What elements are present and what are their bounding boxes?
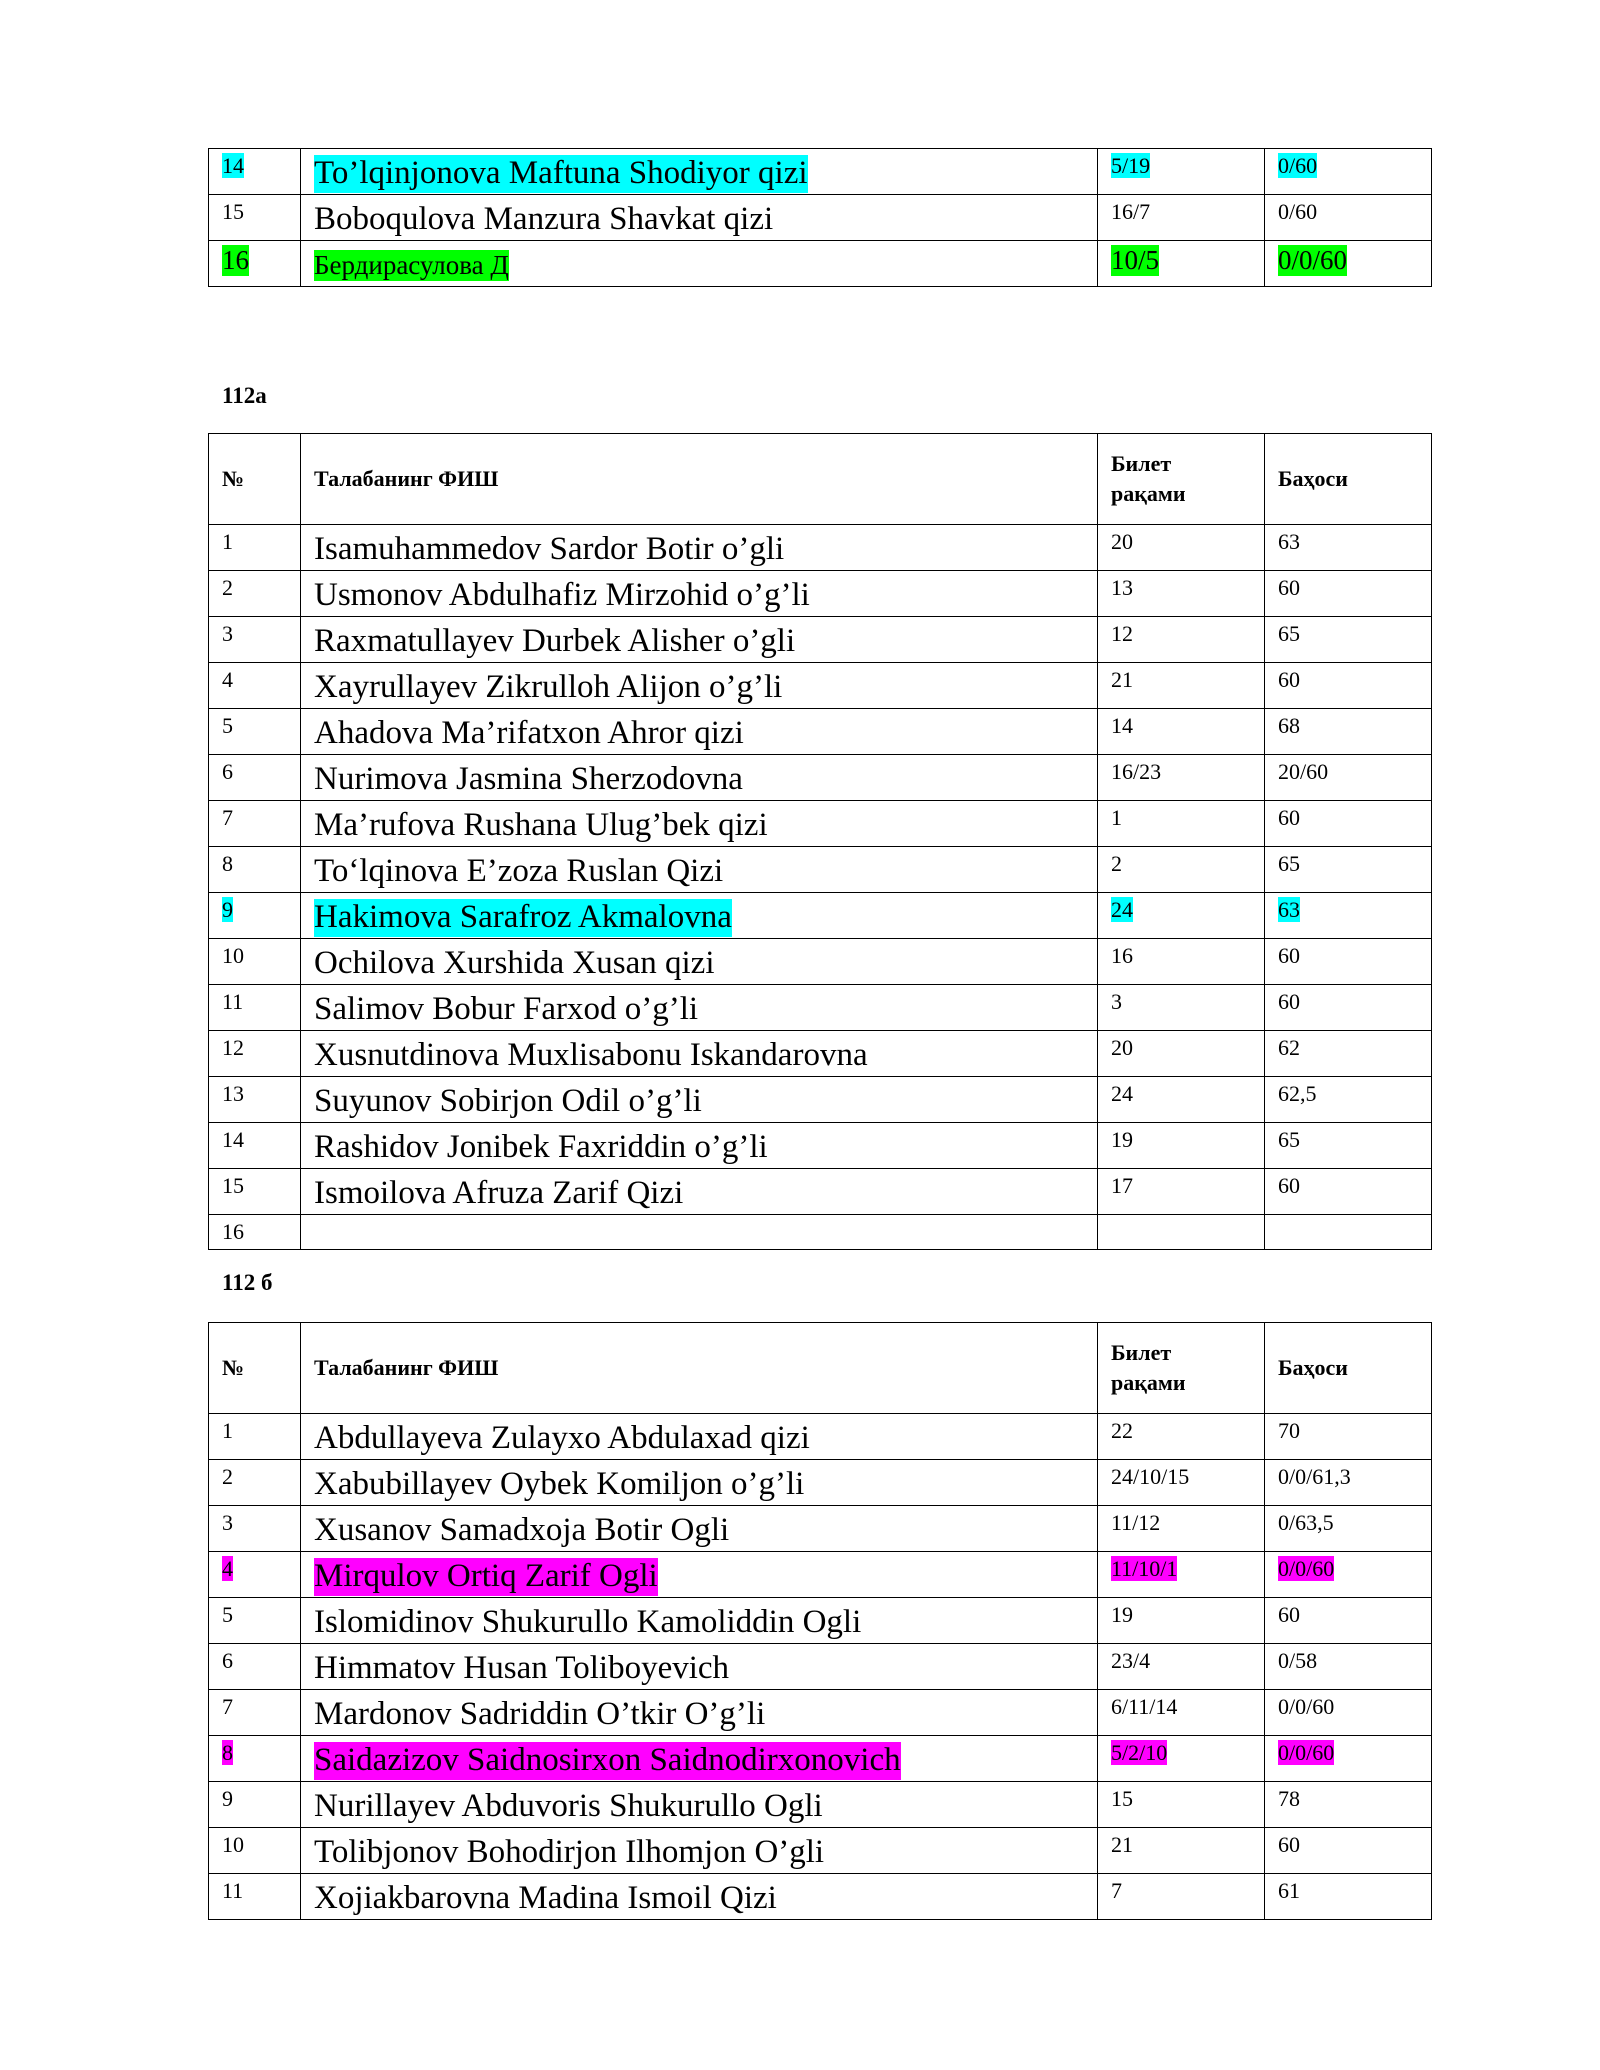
ticket-number: 21 [1111, 667, 1133, 692]
row-number-cell [209, 847, 301, 893]
row-number: 10 [222, 943, 244, 968]
student-name: Xabubillayev Oybek Komiljon o’g’li [314, 1466, 805, 1502]
grade: 60 [1278, 989, 1300, 1014]
ticket-number: 5/19 [1111, 153, 1151, 178]
ticket-number: 23/4 [1111, 1648, 1151, 1673]
row-number: 4 [222, 1556, 233, 1581]
header-grade: Баҳоси [1265, 1323, 1432, 1414]
grade-cell [1265, 755, 1432, 801]
row-number: 7 [222, 805, 233, 830]
table-row [209, 1782, 1432, 1828]
row-number: 7 [222, 1694, 233, 1719]
student-name: Abdullayeva Zulayxo Abdulaxad qizi [314, 1420, 810, 1456]
student-name: Xojiakbarovna Madina Ismoil Qizi [314, 1880, 777, 1916]
table-row [209, 1506, 1432, 1552]
table-row [209, 847, 1432, 893]
grade: 0/0/60 [1278, 1740, 1335, 1765]
row-number: 13 [222, 1081, 244, 1106]
ticket-number-cell [1098, 1169, 1265, 1215]
row-number: 14 [222, 1127, 244, 1152]
row-number-cell [209, 1690, 301, 1736]
student-name-cell [301, 149, 1098, 195]
student-name-cell [301, 525, 1098, 571]
ticket-number: 5/2/10 [1111, 1740, 1168, 1765]
row-number: 2 [222, 1464, 233, 1489]
ticket-number: 7 [1111, 1878, 1122, 1903]
row-number-cell [209, 195, 301, 241]
grade-cell [1265, 1506, 1432, 1552]
row-number: 16 [222, 245, 249, 275]
header-number: № [209, 1323, 301, 1414]
table-row [209, 1123, 1432, 1169]
ticket-number-cell [1098, 571, 1265, 617]
grade: 60 [1278, 943, 1300, 968]
row-number: 5 [222, 713, 233, 738]
row-number: 6 [222, 1648, 233, 1673]
table-header-row [209, 1323, 1432, 1414]
grade-cell [1265, 709, 1432, 755]
ticket-number: 16 [1111, 943, 1133, 968]
row-number: 6 [222, 759, 233, 784]
grade: 60 [1278, 1832, 1300, 1857]
table-row [209, 1077, 1432, 1123]
table-group-112a [208, 433, 1432, 1250]
ticket-number-cell [1098, 617, 1265, 663]
row-number-cell [209, 1215, 301, 1250]
student-name-cell [301, 1552, 1098, 1598]
table-row [209, 1552, 1432, 1598]
student-name: Isamuhammedov Sardor Botir o’gli [314, 531, 785, 567]
row-number: 14 [222, 153, 244, 178]
ticket-number-cell [1098, 1215, 1265, 1250]
student-name: Mardonov Sadriddin O’tkir O’g’li [314, 1696, 766, 1732]
ticket-number-cell [1098, 893, 1265, 939]
ticket-number-cell [1098, 801, 1265, 847]
row-number-cell [209, 1644, 301, 1690]
grade: 60 [1278, 667, 1300, 692]
table-row [209, 1414, 1432, 1460]
student-name-cell [301, 617, 1098, 663]
grade: 20/60 [1278, 759, 1329, 784]
ticket-number-cell [1098, 195, 1265, 241]
ticket-number-cell [1098, 525, 1265, 571]
ticket-number: 11/12 [1111, 1510, 1161, 1535]
table-group-112b [208, 1322, 1432, 1920]
student-name-cell [301, 1690, 1098, 1736]
ticket-number-cell [1098, 847, 1265, 893]
table-row [209, 195, 1432, 241]
grade: 61 [1278, 1878, 1300, 1903]
ticket-number: 16/23 [1111, 759, 1162, 784]
ticket-number-cell [1098, 1644, 1265, 1690]
student-name-cell [301, 1215, 1098, 1250]
ticket-number-cell [1098, 709, 1265, 755]
table-row [209, 149, 1432, 195]
student-name-cell [301, 1598, 1098, 1644]
row-number: 12 [222, 1035, 244, 1060]
row-number-cell [209, 893, 301, 939]
ticket-number: 20 [1111, 1035, 1133, 1060]
ticket-number: 6/11/14 [1111, 1694, 1178, 1719]
ticket-number: 17 [1111, 1173, 1133, 1198]
student-name: Rashidov Jonibek Faxriddin o’g’li [314, 1129, 768, 1165]
ticket-number: 1 [1111, 805, 1122, 830]
row-number-cell [209, 1077, 301, 1123]
student-name-cell [301, 801, 1098, 847]
student-name-cell [301, 985, 1098, 1031]
header-student-name: Талабанинг ФИШ [301, 1323, 1098, 1414]
student-name-cell [301, 1169, 1098, 1215]
row-number: 9 [222, 897, 233, 922]
student-name: Mirqulov Ortiq Zarif Ogli [314, 1558, 658, 1594]
row-number: 1 [222, 1418, 233, 1443]
grade-cell [1265, 801, 1432, 847]
row-number: 8 [222, 1740, 233, 1765]
row-number-cell [209, 1169, 301, 1215]
grade: 0/0/60 [1278, 1556, 1335, 1581]
grade: 0/60 [1278, 153, 1318, 178]
student-name: Islomidinov Shukurullo Kamoliddin Ogli [314, 1604, 862, 1640]
row-number-cell [209, 1414, 301, 1460]
row-number-cell [209, 571, 301, 617]
student-name: Xayrullayev Zikrulloh Alijon o’g’li [314, 669, 783, 705]
grade-cell [1265, 1414, 1432, 1460]
ticket-number: 11/10/1 [1111, 1556, 1178, 1581]
grade: 65 [1278, 851, 1300, 876]
table-row [209, 1690, 1432, 1736]
table-row [209, 939, 1432, 985]
grade: 62 [1278, 1035, 1300, 1060]
row-number: 11 [222, 1878, 244, 1903]
grade-cell [1265, 1644, 1432, 1690]
row-number: 5 [222, 1602, 233, 1627]
table-row [209, 801, 1432, 847]
row-number: 4 [222, 667, 233, 692]
header-ticket-line2: рақами [1111, 1370, 1186, 1395]
grade-cell [1265, 1782, 1432, 1828]
row-number: 8 [222, 851, 233, 876]
table-row [209, 1215, 1432, 1250]
row-number-cell [209, 985, 301, 1031]
row-number-cell [209, 1506, 301, 1552]
ticket-number: 24/10/15 [1111, 1464, 1190, 1489]
grade-cell [1265, 241, 1432, 287]
row-number: 10 [222, 1832, 244, 1857]
grade: 0/63,5 [1278, 1510, 1334, 1535]
header-student-name: Талабанинг ФИШ [301, 434, 1098, 525]
row-number-cell [209, 1828, 301, 1874]
row-number-cell [209, 709, 301, 755]
student-name-cell [301, 1828, 1098, 1874]
grade-cell [1265, 1690, 1432, 1736]
grade-cell [1265, 525, 1432, 571]
ticket-number-cell [1098, 1123, 1265, 1169]
group-title-112b: 112 б [222, 1270, 273, 1295]
student-name-cell [301, 663, 1098, 709]
grade: 60 [1278, 805, 1300, 830]
table-row [209, 617, 1432, 663]
student-name: Suyunov Sobirjon Odil o’g’li [314, 1083, 702, 1119]
grade: 0/0/60 [1278, 1694, 1335, 1719]
header-ticket-number [1098, 434, 1265, 525]
row-number: 9 [222, 1786, 233, 1811]
grade-cell [1265, 1169, 1432, 1215]
grade-cell [1265, 617, 1432, 663]
header-grade: Баҳоси [1265, 434, 1432, 525]
student-name-cell [301, 847, 1098, 893]
student-name: Ochilova Xurshida Xusan qizi [314, 945, 715, 981]
table-row [209, 985, 1432, 1031]
grade-cell [1265, 893, 1432, 939]
student-name-cell [301, 1031, 1098, 1077]
table-row [209, 571, 1432, 617]
row-number: 1 [222, 529, 233, 554]
ticket-number-cell [1098, 985, 1265, 1031]
row-number: 16 [222, 1219, 244, 1244]
table-row [209, 663, 1432, 709]
grade-cell [1265, 985, 1432, 1031]
ticket-number: 15 [1111, 1786, 1133, 1811]
student-name-cell [301, 755, 1098, 801]
ticket-number: 16/7 [1111, 199, 1151, 224]
student-name-cell [301, 241, 1098, 287]
ticket-number-cell [1098, 241, 1265, 287]
row-number: 11 [222, 989, 244, 1014]
grade: 63 [1278, 529, 1300, 554]
student-name: Ahadova Ma’rifatxon Ahror qizi [314, 715, 744, 751]
grade: 70 [1278, 1418, 1300, 1443]
grade-cell [1265, 1736, 1432, 1782]
grade-cell [1265, 663, 1432, 709]
row-number-cell [209, 1874, 301, 1920]
grade: 65 [1278, 621, 1300, 646]
grade: 60 [1278, 1602, 1300, 1627]
ticket-number: 24 [1111, 897, 1133, 922]
student-name: Hakimova Sarafroz Akmalovna [314, 899, 732, 935]
row-number-cell [209, 149, 301, 195]
student-name: Boboqulova Manzura Shavkat qizi [314, 201, 774, 237]
ticket-number: 14 [1111, 713, 1133, 738]
grade-cell [1265, 1123, 1432, 1169]
table-row [209, 709, 1432, 755]
table-row [209, 241, 1432, 287]
header-ticket-line1: Билет [1111, 1340, 1172, 1365]
grade: 78 [1278, 1786, 1300, 1811]
student-name: Ma’rufova Rushana Ulug’bek qizi [314, 807, 768, 843]
grade: 0/0/61,3 [1278, 1464, 1351, 1489]
row-number-cell [209, 1552, 301, 1598]
ticket-number-cell [1098, 1077, 1265, 1123]
table-row [209, 1828, 1432, 1874]
ticket-number: 12 [1111, 621, 1133, 646]
student-name-cell [301, 893, 1098, 939]
student-name-cell [301, 709, 1098, 755]
row-number-cell [209, 525, 301, 571]
student-name: Ismoilova Afruza Zarif Qizi [314, 1175, 684, 1211]
ticket-number-cell [1098, 1031, 1265, 1077]
ticket-number-cell [1098, 1414, 1265, 1460]
student-name: Raxmatullayev Durbek Alisher o’gli [314, 623, 796, 659]
student-name: Tolibjonov Bohodirjon Ilhomjon O’gli [314, 1834, 825, 1870]
row-number-cell [209, 1123, 301, 1169]
grade-cell [1265, 195, 1432, 241]
grade: 62,5 [1278, 1081, 1317, 1106]
table-row [209, 1644, 1432, 1690]
student-name-cell [301, 1782, 1098, 1828]
ticket-number: 10/5 [1111, 245, 1160, 275]
grade-cell [1265, 1874, 1432, 1920]
student-name-cell [301, 1414, 1098, 1460]
ticket-number: 21 [1111, 1832, 1133, 1857]
student-name: To‘lqinova E’zoza Ruslan Qizi [314, 853, 724, 889]
row-number-cell [209, 1782, 301, 1828]
row-number-cell [209, 939, 301, 985]
ticket-number: 19 [1111, 1602, 1133, 1627]
row-number: 15 [222, 199, 244, 224]
student-name: Usmonov Abdulhafiz Mirzohid o’g’li [314, 577, 810, 613]
ticket-number-cell [1098, 1552, 1265, 1598]
table-row [209, 893, 1432, 939]
row-number-cell [209, 755, 301, 801]
ticket-number: 13 [1111, 575, 1133, 600]
grade: 60 [1278, 1173, 1300, 1198]
ticket-number: 19 [1111, 1127, 1133, 1152]
table-row [209, 755, 1432, 801]
row-number-cell [209, 1598, 301, 1644]
row-number-cell [209, 1031, 301, 1077]
ticket-number: 20 [1111, 529, 1133, 554]
ticket-number: 24 [1111, 1081, 1133, 1106]
header-number: № [209, 434, 301, 525]
grade-cell [1265, 847, 1432, 893]
grade-cell [1265, 1077, 1432, 1123]
student-name: Salimov Bobur Farxod o’g’li [314, 991, 699, 1027]
table-top-continuation [208, 148, 1432, 287]
grade: 0/58 [1278, 1648, 1318, 1673]
row-number-cell [209, 1736, 301, 1782]
student-name-cell [301, 1736, 1098, 1782]
student-name: Xusanov Samadxoja Botir Ogli [314, 1512, 730, 1548]
ticket-number-cell [1098, 1598, 1265, 1644]
group-title-112a: 112a [222, 383, 267, 408]
table-row [209, 1598, 1432, 1644]
grade-cell [1265, 1598, 1432, 1644]
ticket-number: 2 [1111, 851, 1122, 876]
student-name-cell [301, 195, 1098, 241]
ticket-number: 3 [1111, 989, 1122, 1014]
student-name: To’lqinjonova Maftuna Shodiyor qizi [314, 155, 808, 191]
student-name-cell [301, 571, 1098, 617]
student-name: Nurimova Jasmina Sherzodovna [314, 761, 743, 797]
grade-cell [1265, 1031, 1432, 1077]
ticket-number-cell [1098, 1782, 1265, 1828]
ticket-number-cell [1098, 755, 1265, 801]
ticket-number-cell [1098, 1506, 1265, 1552]
grade-cell [1265, 1215, 1432, 1250]
row-number-cell [209, 241, 301, 287]
header-ticket-line2: рақами [1111, 481, 1186, 506]
ticket-number-cell [1098, 149, 1265, 195]
grade: 0/60 [1278, 199, 1318, 224]
grade-cell [1265, 571, 1432, 617]
student-name: Бердирасулова Д [314, 250, 509, 280]
row-number: 3 [222, 621, 233, 646]
ticket-number-cell [1098, 1874, 1265, 1920]
table-row [209, 1874, 1432, 1920]
header-ticket-number [1098, 1323, 1265, 1414]
ticket-number-cell [1098, 663, 1265, 709]
grade: 0/0/60 [1278, 245, 1348, 275]
grade-cell [1265, 149, 1432, 195]
header-ticket-line1: Билет [1111, 451, 1172, 476]
student-name: Saidazizov Saidnosirxon Saidnodirxonovich [314, 1742, 901, 1778]
student-name-cell [301, 1077, 1098, 1123]
ticket-number-cell [1098, 1690, 1265, 1736]
row-number-cell [209, 801, 301, 847]
ticket-number-cell [1098, 1828, 1265, 1874]
ticket-number: 22 [1111, 1418, 1133, 1443]
student-name-cell [301, 1644, 1098, 1690]
student-name-cell [301, 1874, 1098, 1920]
grade: 60 [1278, 575, 1300, 600]
grade: 63 [1278, 897, 1300, 922]
table-row [209, 1460, 1432, 1506]
ticket-number-cell [1098, 939, 1265, 985]
row-number: 3 [222, 1510, 233, 1535]
student-name: Xusnutdinova Muxlisabonu Iskandarovna [314, 1037, 868, 1073]
table-header-row [209, 434, 1432, 525]
row-number: 2 [222, 575, 233, 600]
table-row [209, 1031, 1432, 1077]
student-name: Nurillayev Abduvoris Shukurullo Ogli [314, 1788, 823, 1824]
student-name-cell [301, 1460, 1098, 1506]
student-name-cell [301, 1506, 1098, 1552]
grade: 65 [1278, 1127, 1300, 1152]
grade-cell [1265, 939, 1432, 985]
student-name-cell [301, 1123, 1098, 1169]
row-number-cell [209, 617, 301, 663]
ticket-number-cell [1098, 1736, 1265, 1782]
row-number-cell [209, 663, 301, 709]
table-row [209, 525, 1432, 571]
student-name-cell [301, 939, 1098, 985]
table-row [209, 1169, 1432, 1215]
grade-cell [1265, 1460, 1432, 1506]
row-number: 15 [222, 1173, 244, 1198]
student-name: Himmatov Husan Toliboyevich [314, 1650, 730, 1686]
row-number-cell [209, 1460, 301, 1506]
grade-cell [1265, 1828, 1432, 1874]
grade-cell [1265, 1552, 1432, 1598]
table-row [209, 1736, 1432, 1782]
grade: 68 [1278, 713, 1300, 738]
ticket-number-cell [1098, 1460, 1265, 1506]
